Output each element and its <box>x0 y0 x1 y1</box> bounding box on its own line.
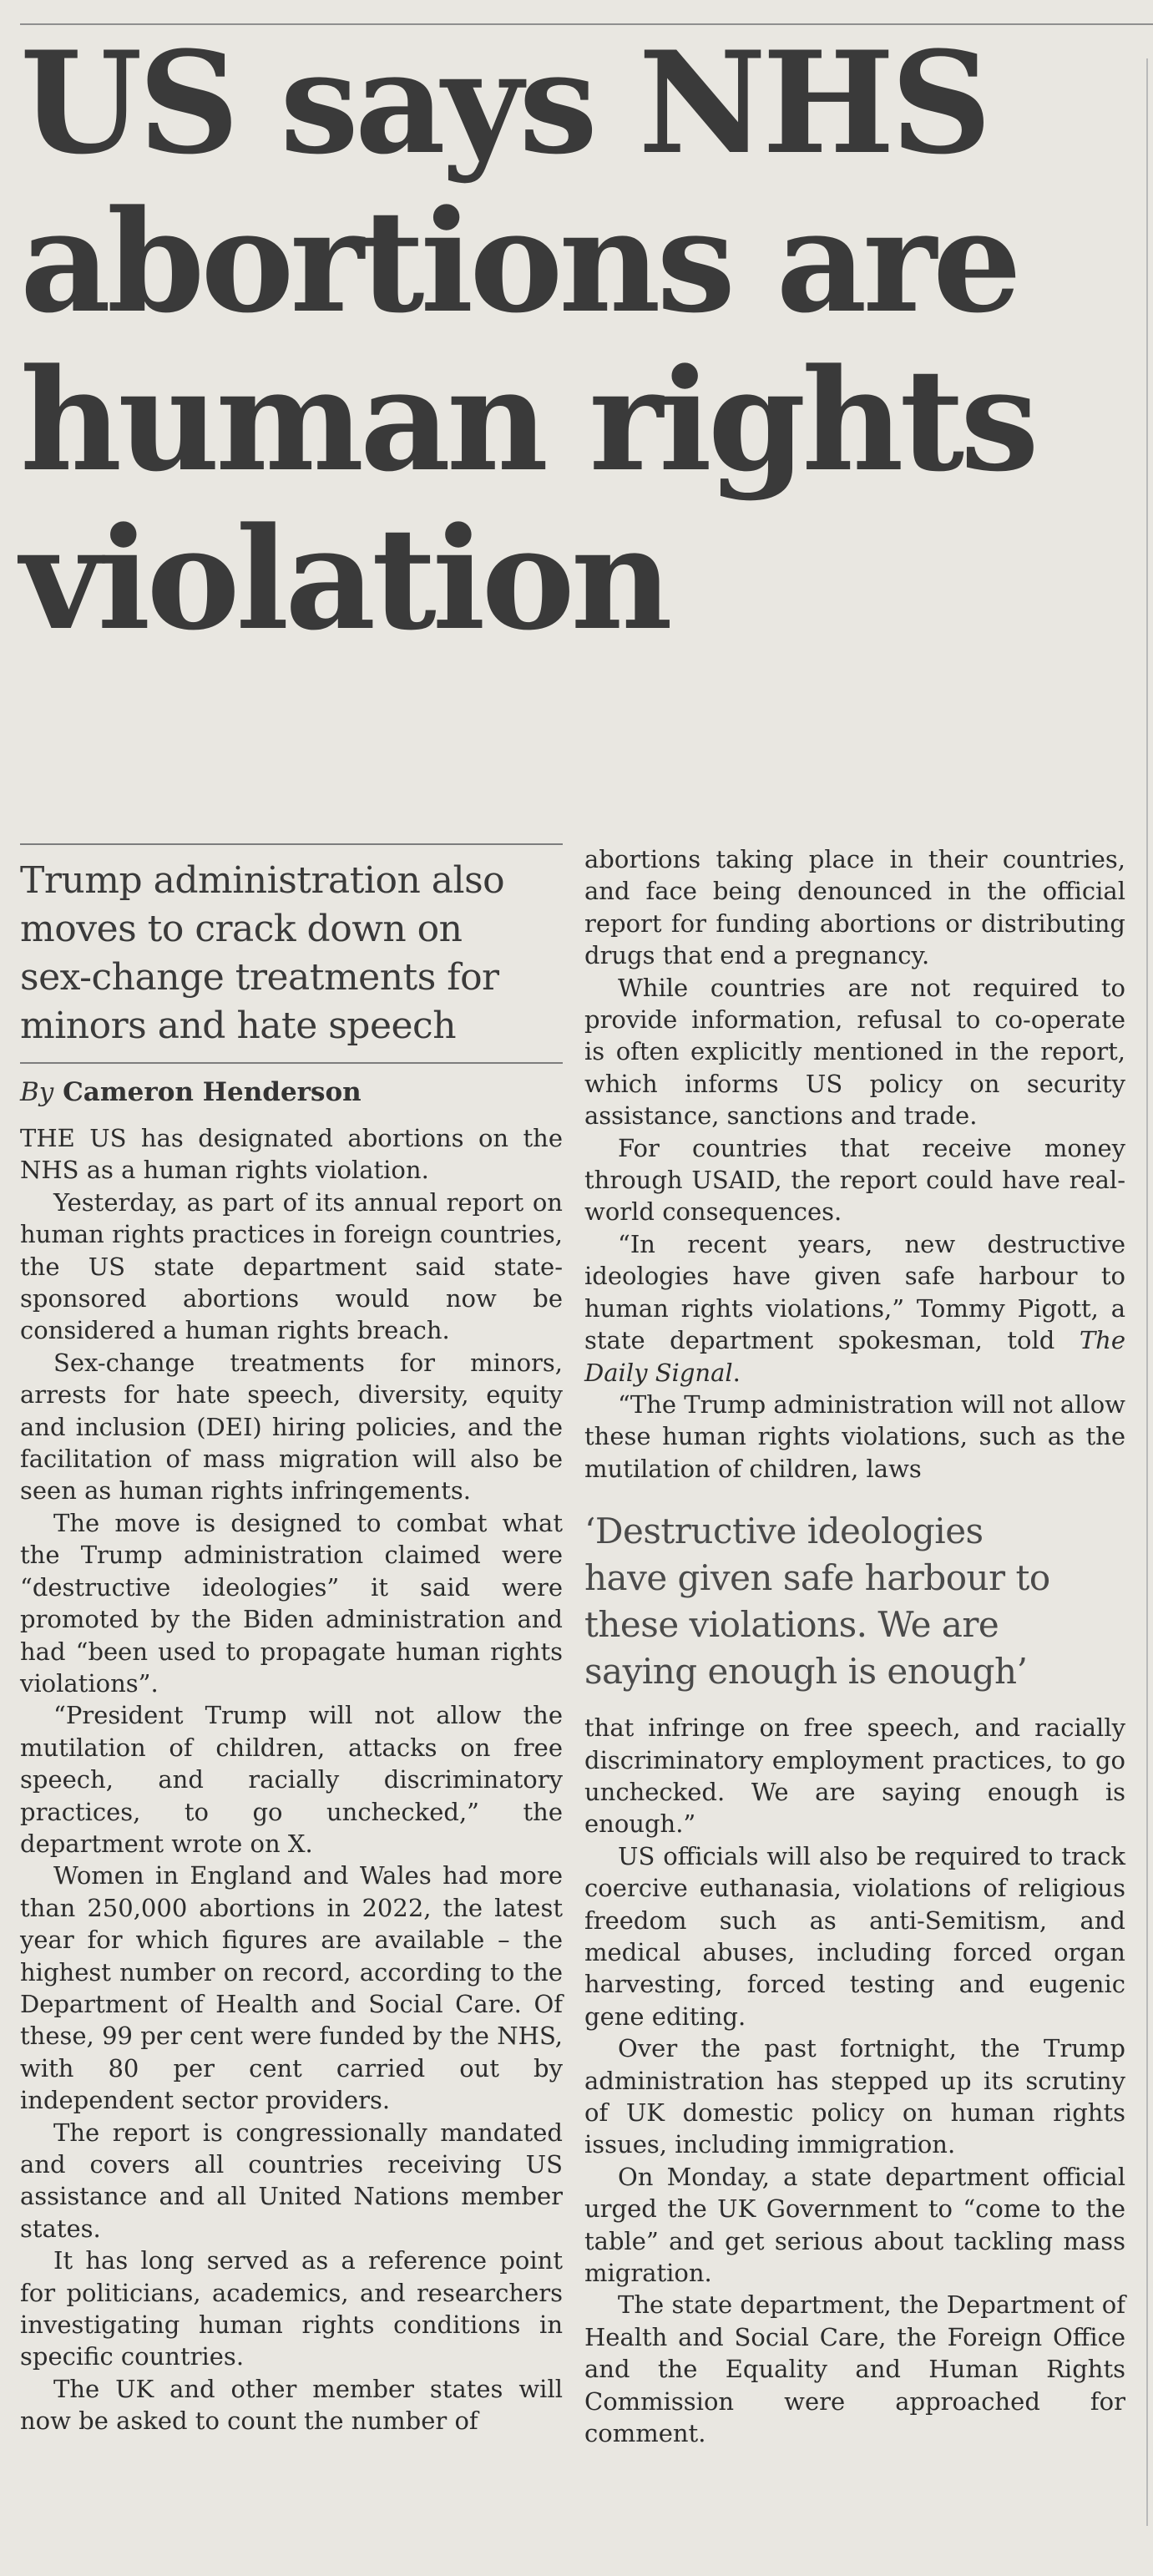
quote-text: “In recent years, new destructive ideologies have given safe harbour to human rights violations,” Tommy Pigott, a state department spokesman, told <box>584 1229 1125 1355</box>
byline-author: Cameron Henderson <box>63 1077 362 1107</box>
byline <box>20 1075 563 1109</box>
body-paragraph: abortions taking place in their countries, and face being denounced in the official report for funding abortions or distributing drugs that end a pregnancy. <box>584 845 1125 970</box>
standfirst-line: sex-change treatments for <box>20 956 499 999</box>
standfirst-line: minors and hate speech <box>20 1005 457 1047</box>
headline-line: violation <box>20 496 669 661</box>
body-paragraph: Yesterday, as part of its annual report on human rights practices in foreign countries, the US state department said state-sponsored abortions would now be considered a human rights breach. <box>20 1187 563 1345</box>
body-paragraph: Over the past fortnight, the Trump administration has stepped up its scrutiny of UK domestic policy on human rights issues, including immigration. <box>584 2034 1125 2159</box>
pull-quote <box>584 1508 1125 1695</box>
body-paragraph: “President Trump will not allow the mutilation of children, attacks on free speech, and racially discriminatory practices, to go unchecked,” the department wrote on X. <box>20 1701 563 1858</box>
headline-line: US says NHS <box>20 20 989 185</box>
right-column-body-bottom <box>584 1712 1125 2449</box>
pull-quote-line: ‘Destructive ideologies <box>584 1511 984 1552</box>
body-paragraph: that infringe on free speech, and racially discriminatory employment practices, to go unchecked. We are saying enough is enough.” <box>584 1713 1125 1839</box>
pull-quote-line: these violations. We are <box>584 1604 999 1646</box>
page-edge <box>1146 58 1148 2526</box>
pull-quote-line: saying enough is enough’ <box>584 1651 1028 1693</box>
body-paragraph: THE US has designated abortions on the NHS as a human rights violation. <box>20 1124 563 1185</box>
headline-line: abortions are <box>20 179 1018 344</box>
body-paragraph: “In recent years, new destructive ideologies have given safe harbour to human rights violations,” Tommy Pigott, a state department spokesman, told The Daily Signal. <box>584 1229 1126 1387</box>
headline-line: human rights <box>20 337 1035 503</box>
body-paragraph: For countries that receive money through USAID, the report could have real-world consequences. <box>584 1133 1125 1227</box>
body-paragraph: The state department, the Department of Health and Social Care, the Foreign Office and the Equality and Human Rights Commission were approached for comment. <box>584 2290 1125 2448</box>
left-column <box>20 843 563 2437</box>
right-column-body-top <box>584 843 1125 1485</box>
body-paragraph: The UK and other member states will now be asked to count the number of <box>20 2374 563 2436</box>
body-paragraph: On Monday, a state department official urged the UK Government to “come to the table” and get serious about tackling mass migration. <box>584 2162 1125 2288</box>
byline-prefix: By <box>20 1077 54 1107</box>
standfirst-line: Trump administration also <box>20 859 505 902</box>
headline <box>20 20 1105 661</box>
body-paragraph: It has long served as a reference point for politicians, academics, and researchers investigating human rights conditions in specific countries. <box>20 2246 563 2371</box>
right-column <box>584 843 1125 2449</box>
standfirst-top-rule <box>20 843 563 845</box>
body-paragraph: The report is congressionally mandated and covers all countries receiving US assistance and all United Nations member states. <box>20 2118 563 2243</box>
body-paragraph: Sex-change treatments for minors, arrests for hate speech, diversity, equity and inclusion (DEI) hiring policies, and the facilitation of mass migration will also be seen as human rights infringements. <box>20 1348 563 1506</box>
body-paragraph: The move is designed to combat what the Trump administration claimed were “destructive ideologies” it said were promoted by the Biden administration and had “been used to propagate human rights violations”. <box>20 1508 563 1698</box>
body-paragraph: Women in England and Wales had more than 250,000 abortions in 2022, the latest year for which figures are available – the highest number on record, according to the Department of Health and Social Care. Of these, 99 per cent were funded by the NHS, with 80 per cent carried out by independent sector providers. <box>20 1861 563 2115</box>
body-paragraph: While countries are not required to provide information, refusal to co-operate is often explicitly mentioned in the report, which informs US policy on security assistance, sanctions and trade. <box>584 973 1125 1131</box>
byline-rule <box>20 1062 563 1064</box>
body-paragraph: US officials will also be required to track coercive euthanasia, violations of religious freedom such as anti-Semitism, and medical abuses, including forced organ harvesting, forced testing and eugenic gene editing. <box>584 1841 1125 2031</box>
left-column-body <box>20 1122 563 2437</box>
standfirst-line: moves to crack down on <box>20 908 463 950</box>
pull-quote-line: have given safe harbour to <box>584 1557 1050 1599</box>
standfirst <box>20 857 563 1050</box>
publication-name: The Daily Signal <box>584 1326 1126 1387</box>
body-paragraph: “The Trump administration will not allow these human rights violations, such as the mutilation of children, laws <box>584 1389 1125 1483</box>
